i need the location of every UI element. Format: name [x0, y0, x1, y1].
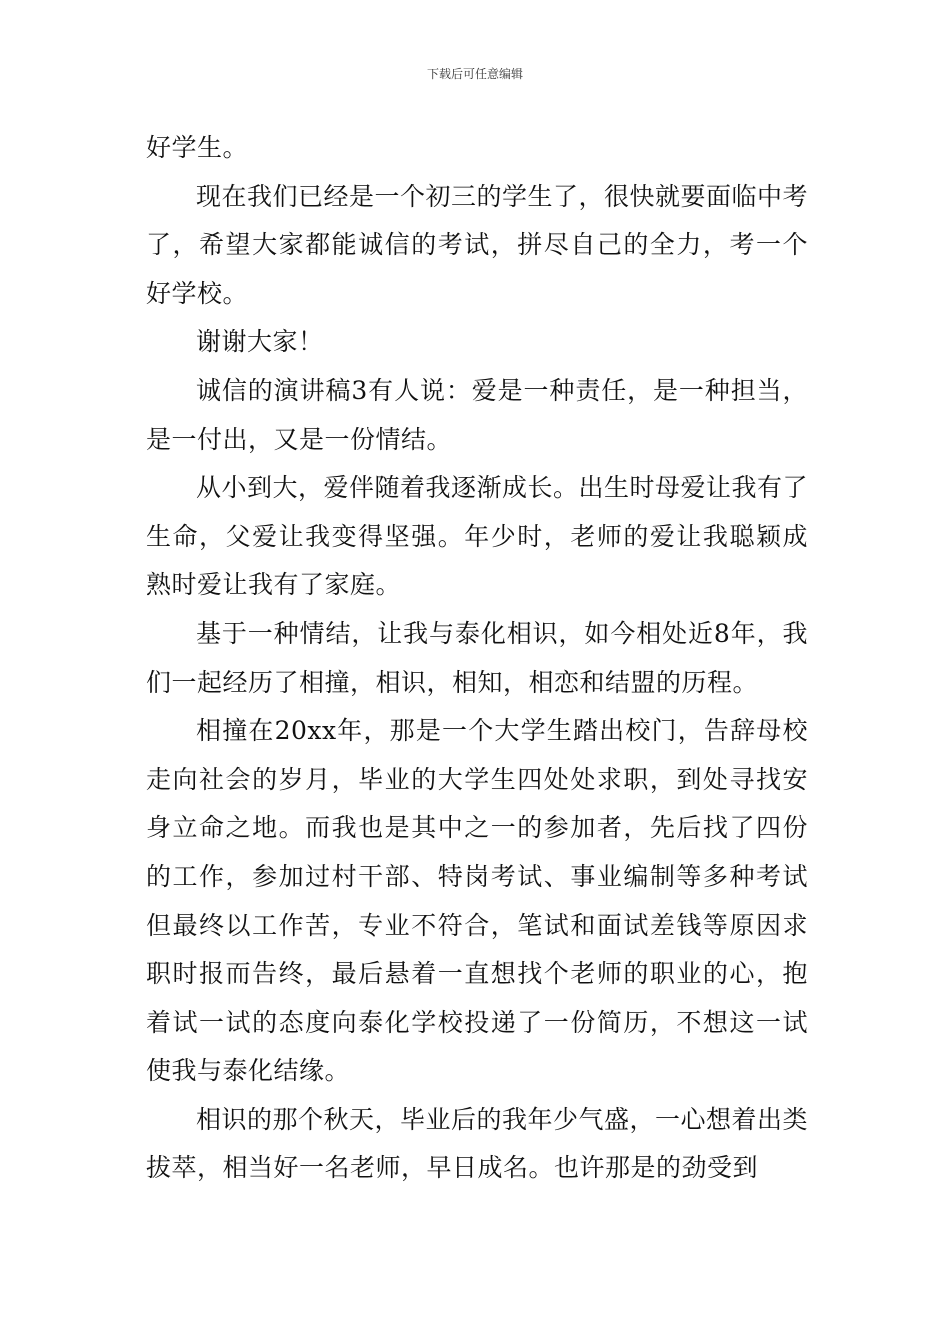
page-header-note: 下载后可任意编辑	[426, 67, 523, 81]
paragraph-4: 诚信的演讲稿3有人说：爱是一种责任，是一种担当，是一付出，又是一份情结。	[146, 375, 808, 454]
document-body	[146, 124, 808, 1193]
paragraph-8: 相识的那个秋天，毕业后的我年少气盛，一心想着出类拔萃，相当好一名老师，早日成名。也许那是的劲受到	[146, 1104, 809, 1183]
paragraph-2: 现在我们已经是一个初三的学生了，很快就要面临中考了，希望大家都能诚信的考试，拼尽自己的全力，考一个好学校。	[146, 181, 809, 308]
paragraph-3: 谢谢大家！	[196, 327, 324, 357]
paragraph-1: 好学生。	[146, 133, 249, 162]
paragraph-7: 相撞在20xx年，那是一个大学生踏出校门，告辞母校走向社会的岁月，毕业的大学生四处处求职，到处寻找安身立命之地。而我也是其中之一的参加者，先后找了四份的工作，参加过村干部、特岗考试、事业编制等多种考试但最终以工作苦，专业不符合，笔试和面试差钱等原因求职时报而告终，最后悬着一直想找个老师的职业的心，抱着试一试的态度向泰化学校投递了一份简历，不想这一试使我与泰化结缘。	[146, 716, 808, 1086]
paragraph-5: 从小到大，爱伴随着我逐渐成长。出生时母爱让我有了生命，父爱让我变得坚强。年少时，老师的爱让我聪颖成熟时爱让我有了家庭。	[146, 473, 809, 600]
paragraph-6: 基于一种情结，让我与泰化相识，如今相处近8年，我们一起经历了相撞，相识，相知，相恋和结盟的历程。	[146, 618, 808, 697]
